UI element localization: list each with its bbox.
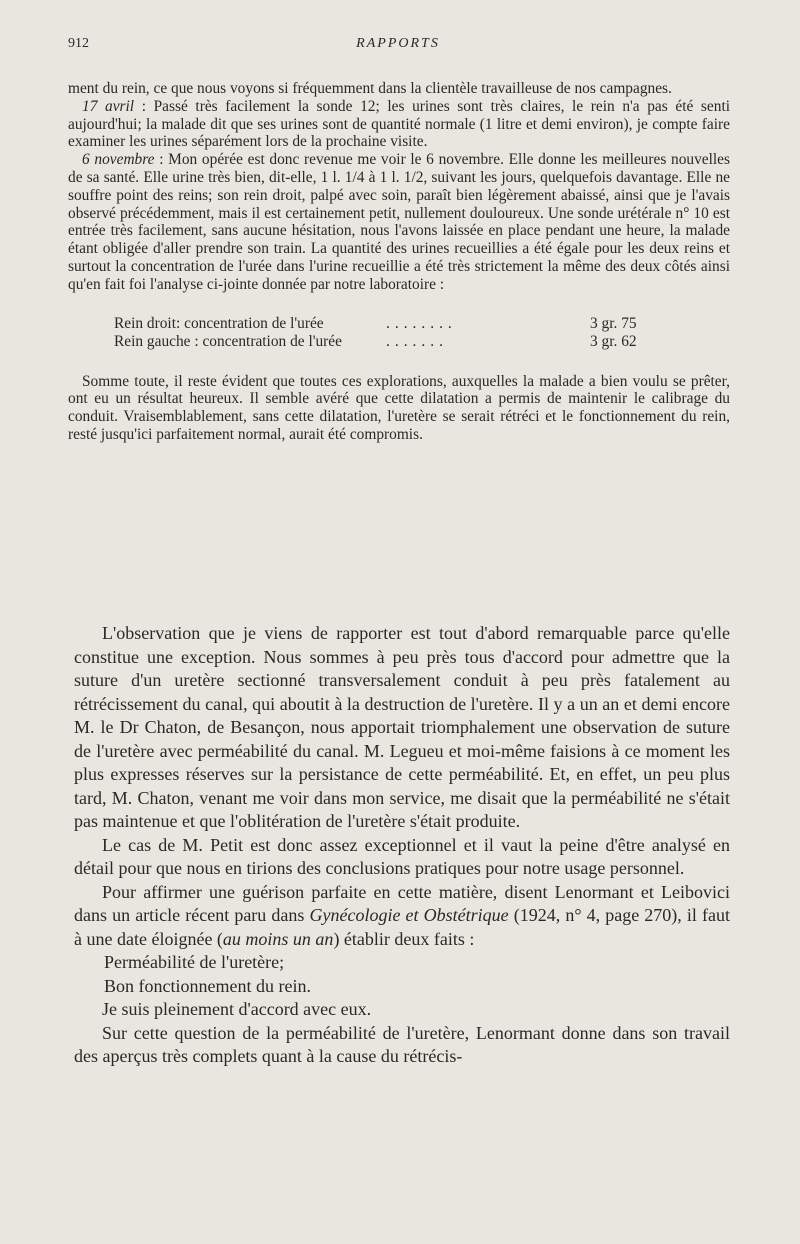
paragraph-text: ) établir deux faits : [333,928,475,949]
result-label: Rein droit: concentration de l'urée [114,314,324,332]
paragraph: ment du rein, ce que nous voyons si fréquemment dans la clientèle travailleuse de nos campagnes. [68,80,672,97]
discussion-section [74,622,730,1069]
list-item: Perméabilité de l'uretère; [104,952,285,972]
paragraph: Sur cette question de la perméabilité de l'uretère, Lenormant donne dans son travail des aperçus très complets quant à la cause du rétrécis- [74,1022,730,1066]
paragraph: Je suis pleinement d'accord avec eux. [102,999,372,1019]
result-value: 3 gr. 75 [590,314,637,332]
paragraph-text: Pour affirmer une guérison parfaite en cette matière, disent Lenormant et Leibovici dans un article récent paru dans [74,881,730,925]
journal-title: Gynécologie et Obstétrique [309,905,509,925]
page-number: 912 [68,36,89,51]
dot-leader: ........ [386,314,457,332]
running-head: RAPPORTS [356,36,440,51]
paragraph [68,98,730,151]
paragraph-text: : Passé très facilement la sonde 12; les urines sont très claires, le rein n'a pas été senti aujourd'hui; la malade dit que ses urines sont de quantité normale (1 litre et demi environ), je compte faire examiner les urines séparément lors de la prochaine visite. [68,97,730,151]
paragraph [74,881,730,952]
list-item: Bon fonctionnement du rein. [104,975,311,996]
dot-leader: ....... [386,332,448,350]
lab-results-table [68,315,730,351]
paragraph: Le cas de M. Petit est donc assez exceptionnel et il vaut la peine d'être analysé en détail pour que nous en tirions des conclusions pratiques pour notre usage personnel. [74,834,730,878]
paragraph: L'observation que je viens de rapporter est tout d'abord remarquable parce qu'elle constitue une exception. Nous sommes à peu près tous d'accord pour admettre que la suture d'un uretère sectionné transversalement conduit à peu près fatalement au rétrécissement du canal, qui aboutit à la destruction de l'uretère. Il y a un an et demi encore M. le Dr Chaton, de Besançon, nous apportait triomphalement une observation de suture de l'uretère avec perméabilité du canal. M. Legueu et moi-même faisions à ce moment les plus expresses réserves sur la persistance de cette perméabilité. Et, en effet, un peu plus tard, M. Chaton, venant me voir dans mon service, me disait que la perméabilité ne s'était pas maintenue et que l'oblitération de l'uretère s'était produite. [74,623,730,831]
date-label: 6 novembre [82,151,155,169]
result-label: Rein gauche : concentration de l'urée [114,332,342,350]
page-header [68,36,728,56]
result-row [68,333,730,351]
paragraph [68,151,730,293]
emphasis-text: au moins un an [222,928,334,949]
date-label: 17 avril [82,97,135,115]
result-row [68,315,730,333]
case-report-section [68,80,730,444]
paragraph: Somme toute, il reste évident que toutes ces explorations, auxquelles la malade a bien voulu se prêter, ont eu un résultat heureux. Il semble avéré que cette dilatation a permis de maintenir le calibrage du conduit. Vraisemblablement, sans cette dilatation, l'uretère se serait rétréci et le fonctionnement du rein, resté jusqu'ici parfaitement normal, aurait été compromis. [68,372,730,443]
result-value: 3 gr. 62 [590,332,637,350]
paragraph-text: : Mon opérée est donc revenue me voir le 6 novembre. Elle donne les meilleures nouvelles de sa santé. Elle urine très bien, dit-elle, 1 l. 1/4 à 1 l. 1/2, suivant les jours, quelquefois davantage. Elle ne souffre point des reins; son rein droit, palpé avec soin, paraît bien légèrement abaissé, ainsi que je l'avais observé précédemment, mais il est certainement petit, nullement douloureux. Une sonde urétérale n° 10 est entrée très facilement, sans aucune hésitation, nous l'avons laissée en place pendant une heure, la malade étant obligée d'aller prendre son train. La quantité des urines recueillies a été égale pour les deux reins et surtout la concentration de l'urée dans l'urine recueillie a été très strictement la même des deux côtés ainsi qu'en fait foi l'analyse ci-jointe donnée par notre laboratoire : [68,151,730,293]
paragraph-text: (1924, n° 4, page 270), il faut à une date éloignée ( [74,905,730,949]
